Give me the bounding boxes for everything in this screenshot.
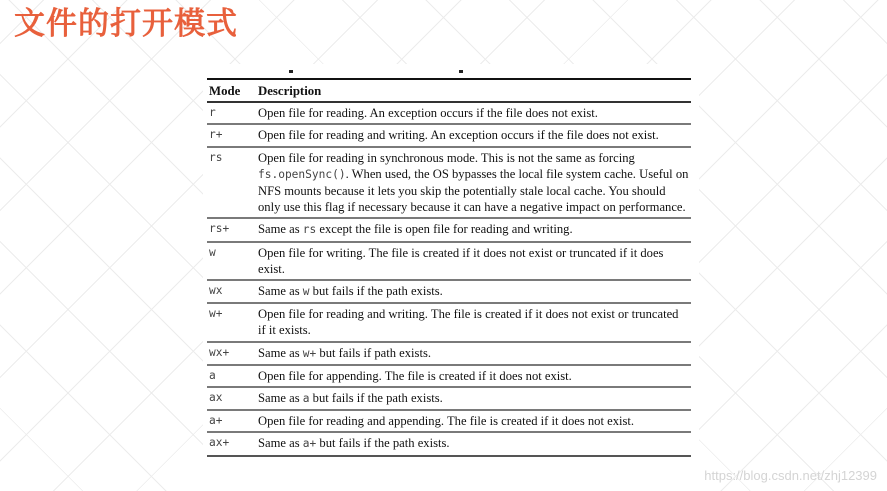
mode-cell: wx — [207, 280, 256, 303]
description-text: Open file for reading in synchronous mode. This is not the same as forcing — [258, 150, 635, 165]
description-cell — [256, 432, 691, 455]
description-cell — [256, 124, 691, 146]
table-row — [207, 102, 691, 124]
table-row — [207, 342, 691, 365]
table-body — [207, 102, 691, 455]
mode-cell: ax — [207, 387, 256, 410]
inline-code: fs.openSync() — [258, 167, 346, 181]
description-cell — [256, 147, 691, 219]
watermark: https://blog.csdn.net/zhj12399 — [704, 468, 877, 483]
column-header-mode: Mode — [207, 79, 256, 102]
description-text: Open file for writing. The file is created if it does not exist or truncated if it does exist. — [258, 245, 664, 276]
description-text: Open file for reading and appending. The file is created if it does not exist. — [258, 414, 635, 429]
description-text: Open file for reading and writing. The file is created if it does not exist or truncated if it exists. — [258, 307, 679, 338]
mode-cell: a+ — [207, 410, 256, 432]
table-header-row — [207, 79, 691, 102]
inline-code: a+ — [302, 437, 317, 451]
mode-cell: r — [207, 102, 256, 124]
inline-code: a — [302, 392, 310, 406]
table-row — [207, 432, 691, 455]
mode-cell: a — [207, 365, 256, 387]
mode-cell: ax+ — [207, 432, 256, 455]
description-text: Same as — [258, 345, 303, 360]
inline-code: w — [302, 285, 310, 299]
description-text: Open file for reading and writing. An exception occurs if the file does not exist. — [258, 128, 659, 143]
description-text: Same as — [258, 284, 303, 299]
description-text: Same as — [258, 222, 303, 237]
description-text: except the file is open file for reading and writing. — [316, 222, 573, 237]
description-cell — [256, 410, 691, 432]
description-cell — [256, 342, 691, 365]
table-row — [207, 280, 691, 303]
description-cell — [256, 102, 691, 124]
description-text: Same as — [258, 391, 303, 406]
mode-cell: wx+ — [207, 342, 256, 365]
mode-cell: rs+ — [207, 218, 256, 241]
description-cell — [256, 365, 691, 387]
crop-mark — [459, 70, 463, 73]
description-cell — [256, 303, 691, 341]
description-text: Open file for appending. The file is created if it does not exist. — [258, 368, 572, 383]
description-text: Same as — [258, 436, 303, 451]
file-modes-table — [207, 78, 691, 457]
table-row — [207, 124, 691, 146]
table-row — [207, 303, 691, 341]
description-text: but fails if the path exists. — [316, 436, 450, 451]
document-excerpt — [203, 64, 699, 491]
mode-cell: w — [207, 242, 256, 280]
description-text: but fails if the path exists. — [309, 284, 443, 299]
table-row — [207, 218, 691, 241]
slide-title: 文件的打开模式 — [14, 6, 238, 42]
description-cell — [256, 218, 691, 241]
table-row — [207, 410, 691, 432]
table-row — [207, 147, 691, 219]
description-text: but fails if the path exists. — [309, 391, 443, 406]
description-cell — [256, 280, 691, 303]
description-text: but fails if path exists. — [316, 345, 431, 360]
column-header-description: Description — [256, 79, 691, 102]
table-row — [207, 242, 691, 280]
crop-marks — [289, 70, 469, 76]
mode-cell: w+ — [207, 303, 256, 341]
description-cell — [256, 242, 691, 280]
description-text: Open file for reading. An exception occurs if the file does not exist. — [258, 106, 598, 121]
description-cell — [256, 387, 691, 410]
table-row — [207, 387, 691, 410]
table-row — [207, 365, 691, 387]
description-text: . When used, the OS bypasses the local file system cache. Useful on NFS mounts because it lets you skip the potentially stale local cache. You should only use this flag if necessary because it can have a negative impact on performance. — [258, 166, 689, 215]
mode-cell: r+ — [207, 124, 256, 146]
inline-code: rs — [302, 223, 317, 237]
mode-cell: rs — [207, 147, 256, 219]
inline-code: w+ — [302, 346, 317, 360]
crop-mark — [289, 70, 293, 73]
